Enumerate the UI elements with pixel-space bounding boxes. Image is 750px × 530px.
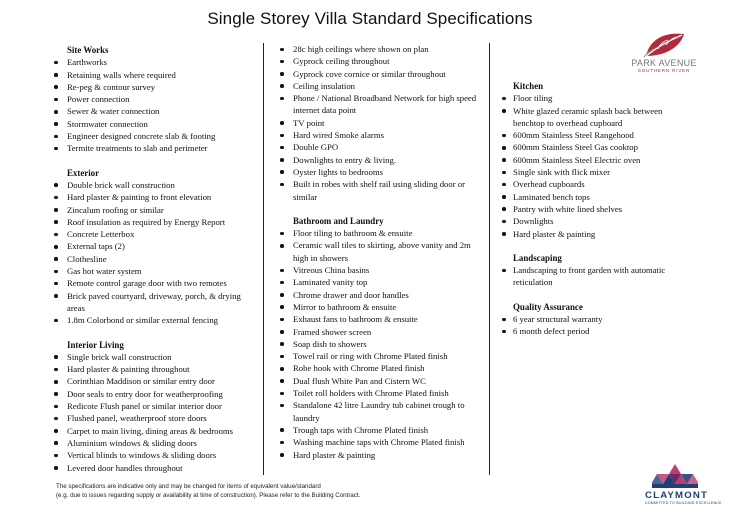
list-item: 600mm Stainless Steel Electric oven — [500, 154, 680, 166]
quality-assurance-list — [500, 313, 680, 338]
list-item: Engineer designed concrete slab & footing — [50, 130, 260, 142]
list-item: Zincalum roofing or similar — [50, 204, 260, 216]
list-item: Brick paved courtyard, driveway, porch, & drying areas — [50, 290, 260, 315]
list-item: Clothesline — [50, 253, 260, 265]
bathroom-laundry-list — [276, 227, 481, 461]
list-item: Single sink with flick mixer — [500, 166, 680, 178]
column-divider-1 — [263, 43, 264, 475]
list-item: Mirror to bathroom & ensuite — [276, 301, 481, 313]
list-item: Toilet roll holders with Chrome Plated finish — [276, 387, 481, 399]
section-heading-site-works: Site Works — [67, 45, 109, 55]
list-item: Laminated bench tops — [500, 191, 680, 203]
section-heading-exterior: Exterior — [67, 167, 100, 178]
list-item: Framed shower screen — [276, 326, 481, 338]
list-item: Ceiling insulation — [276, 80, 481, 92]
section-heading-bathroom-laundry: Bathroom and Laundry — [293, 215, 384, 226]
list-item: Robe hook with Chrome Plated finish — [276, 362, 481, 374]
site-works-list — [50, 56, 260, 154]
section-heading-quality-assurance: Quality Assurance — [513, 301, 583, 312]
list-item: Corinthian Maddison or similar entry door — [50, 375, 260, 387]
list-item: Pantry with white lined shelves — [500, 203, 680, 215]
claymont-logo — [645, 463, 722, 518]
park-avenue-subtitle: SOUTHERN RIVER — [637, 68, 691, 73]
list-item: Hard plaster & painting throughout — [50, 363, 260, 375]
list-item: Trough taps with Chrome Plated finish — [276, 424, 481, 436]
list-item: Oyster lights to bedrooms — [276, 166, 481, 178]
list-item: Hard plaster & painting to front elevation — [50, 191, 260, 203]
list-item: Door seals to entry door for weatherproofing — [50, 388, 260, 400]
section-heading-interior-living: Interior Living — [67, 339, 124, 350]
column-divider-2 — [489, 43, 490, 475]
exterior-list — [50, 179, 260, 327]
list-item: Gyprock cove cornice or similar throughout — [276, 68, 481, 80]
list-item: Washing machine taps with Chrome Plated finish — [276, 436, 481, 448]
column-2 — [276, 43, 481, 473]
list-item: Remote control garage door with two remotes — [50, 277, 260, 289]
list-item: External taps (2) — [50, 240, 260, 252]
footer-line-2: (e.g. due to issues regarding supply or availability at time of construction). Please refer to the Building Contract. — [56, 492, 361, 499]
list-item: TV point — [276, 117, 481, 129]
triangle-mosaic-icon — [652, 463, 698, 489]
section-heading-landscaping: Landscaping — [513, 252, 562, 263]
list-item: Dual flush White Pan and Cistern WC — [276, 375, 481, 387]
landscaping-list — [500, 264, 680, 289]
list-item: Flushed panel, weatherproof store doors — [50, 412, 260, 424]
list-item: Vertical blinds to windows & sliding doors — [50, 449, 260, 461]
list-item: Hard wired Smoke alarms — [276, 129, 481, 141]
list-item: Power connection — [50, 93, 260, 105]
list-item: Ceramic wall tiles to skirting, above vanity and 2m high in showers — [276, 239, 481, 264]
list-item: 1.8m Colorbond or similar external fencing — [50, 314, 260, 326]
list-item: Soap dish to showers — [276, 338, 481, 350]
column-3 — [500, 80, 680, 350]
list-item: Stormwater connection — [50, 118, 260, 130]
list-item: Gyprock ceiling throughout — [276, 55, 481, 67]
list-item: 6 year structural warranty — [500, 313, 680, 325]
list-item: Roof insulation as required by Energy Report — [50, 216, 260, 228]
list-item: 600mm Stainless Steel Gas cooktop — [500, 141, 680, 153]
park-avenue-name: PARK AVENUE — [631, 58, 697, 68]
list-item: White glazed ceramic splash back between benchtop to overhead cupboard — [500, 105, 680, 130]
list-item: Hard plaster & painting — [276, 449, 481, 461]
list-item: Overhead cupboards — [500, 178, 680, 190]
list-item: Gas hot water system — [50, 265, 260, 277]
kitchen-list — [500, 92, 680, 240]
footer-line-1: The specifications are indicative only and may be changed for items of equivalent value/standard — [56, 483, 321, 490]
list-item: Levered door handles throughout — [50, 462, 260, 474]
list-item: Downlights — [500, 215, 680, 227]
list-item: Floor tiling to bathroom & ensuite — [276, 227, 481, 239]
list-item: Laminated vanity top — [276, 276, 481, 288]
interior-living-continued-list — [276, 43, 481, 203]
claymont-name: CLAYMONT — [645, 490, 709, 501]
interior-living-list — [50, 351, 260, 474]
list-item: Concrete Letterbox — [50, 228, 260, 240]
section-heading-kitchen: Kitchen — [513, 81, 544, 91]
list-item: Towel rail or ring with Chrome Plated finish — [276, 350, 481, 362]
list-item: Double GPO — [276, 141, 481, 153]
list-item: Aluminium windows & sliding doors — [50, 437, 260, 449]
list-item: Floor tiling — [500, 92, 680, 104]
park-avenue-logo — [626, 30, 702, 82]
list-item: Double brick wall construction — [50, 179, 260, 191]
list-item: 28c high ceilings where shown on plan — [276, 43, 481, 55]
claymont-tagline: COMMITTED TO BUILDING EXCELLENCE — [645, 501, 722, 505]
list-item: Carpet to main living, dining areas & bedrooms — [50, 425, 260, 437]
list-item: Single brick wall construction — [50, 351, 260, 363]
list-item: Hard plaster & painting — [500, 228, 680, 240]
list-item: Redicote Flush panel or similar interior door — [50, 400, 260, 412]
list-item: Earthworks — [50, 56, 260, 68]
list-item: Sewer & water connection — [50, 105, 260, 117]
list-item: Exhaust fans to bathroom & ensuite — [276, 313, 481, 325]
list-item: Retaining walls where required — [50, 69, 260, 81]
column-1 — [50, 44, 260, 486]
list-item: Standalone 42 litre Laundry tub cabinet trough to laundry — [276, 399, 481, 424]
footer-disclaimer — [56, 482, 576, 500]
list-item: Termite treatments to slab and perimeter — [50, 142, 260, 154]
page-title: Single Storey Villa Standard Specifications — [207, 9, 533, 28]
leaf-icon — [642, 30, 686, 58]
list-item: Built in robes with shelf rail using sliding door or similar — [276, 178, 481, 203]
list-item: Vitreous China basins — [276, 264, 481, 276]
list-item: Re-peg & contour survey — [50, 81, 260, 93]
list-item: Chrome drawer and door handles — [276, 289, 481, 301]
list-item: 600mm Stainless Steel Rangehood — [500, 129, 680, 141]
list-item: Phone / National Broadband Network for high speed internet data point — [276, 92, 481, 117]
list-item: Downlights to entry & living. — [276, 154, 481, 166]
list-item: 6 month defect period — [500, 325, 680, 337]
list-item: Landscaping to front garden with automatic reticulation — [500, 264, 680, 289]
